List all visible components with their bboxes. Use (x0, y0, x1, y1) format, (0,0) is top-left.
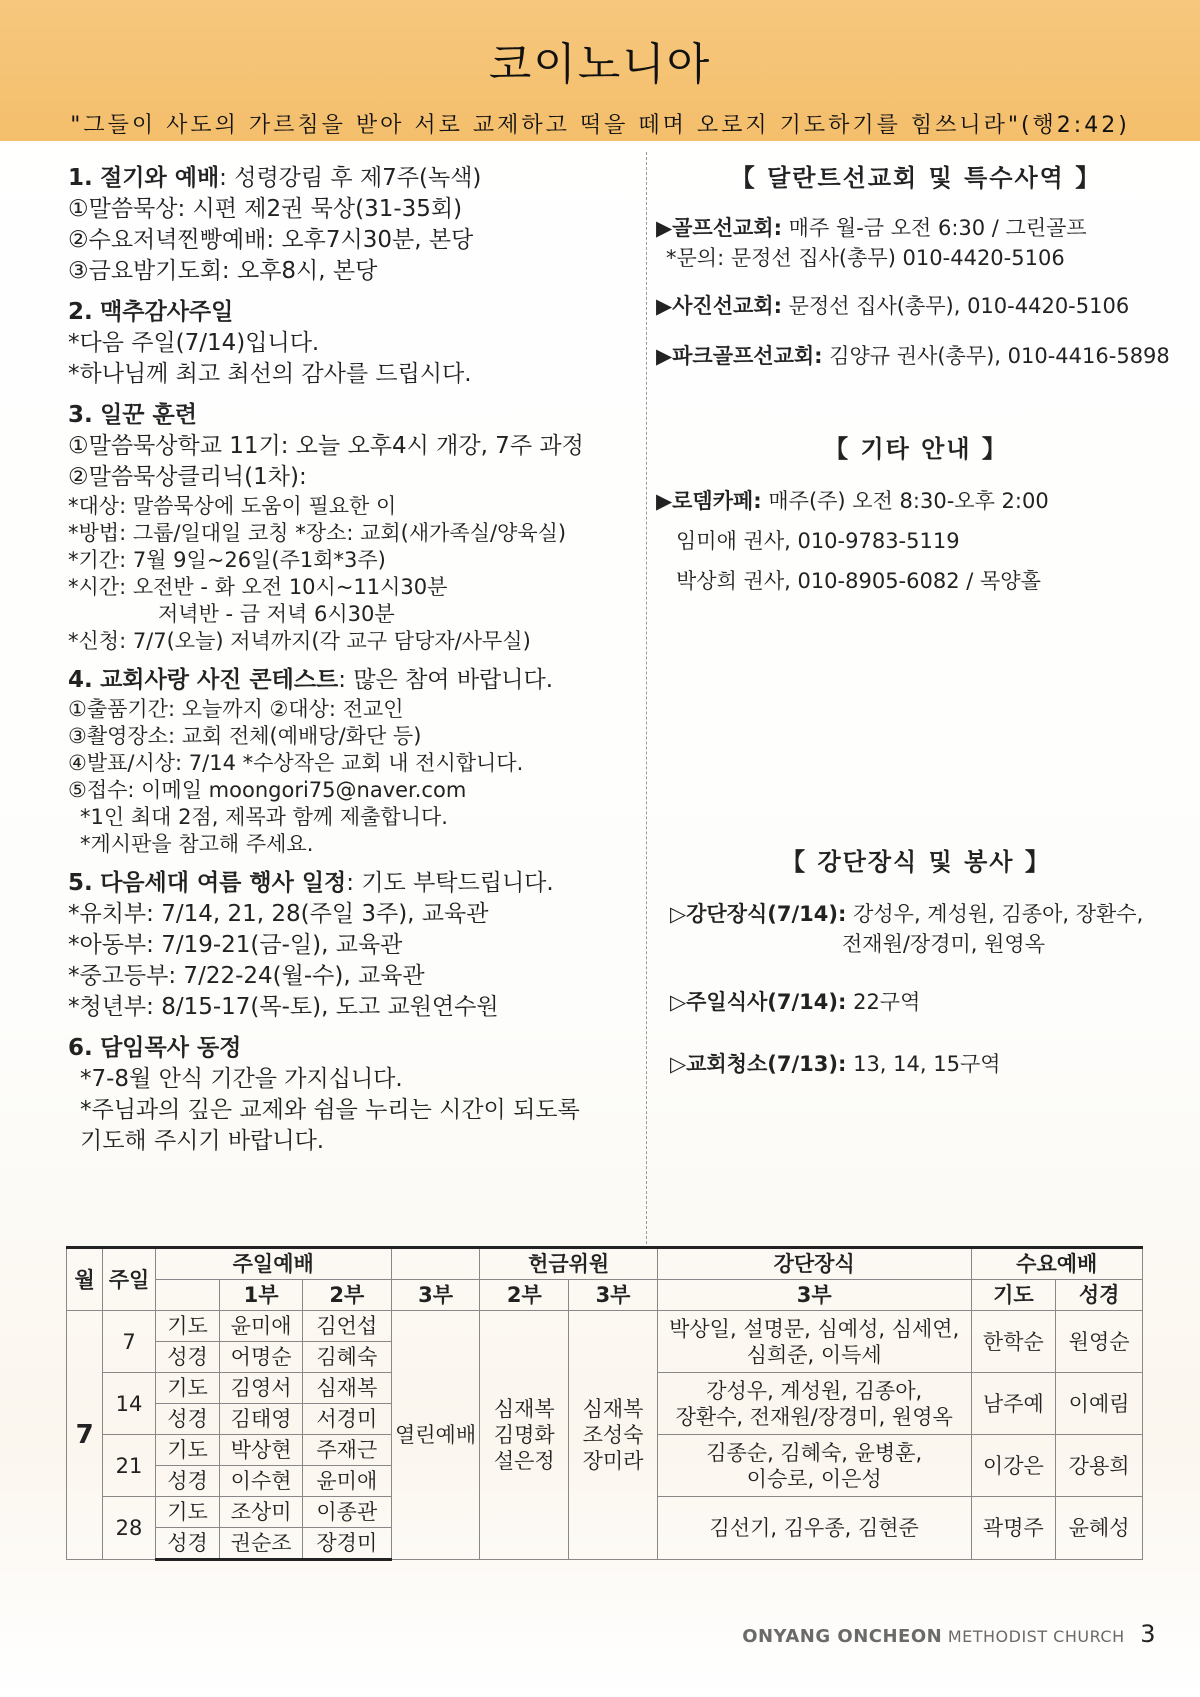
section-4-detail: ③촬영장소: 교회 전체(예배당/화단 등) (68, 724, 422, 748)
golf-ministry: ▶골프선교회: 매주 월-금 오전 6:30 / 그린골프 (656, 216, 1087, 240)
name-cell: 어명순 (220, 1342, 303, 1373)
section-3 (68, 400, 648, 655)
park-golf-ministry: ▶파크골프선교회: 김양규 권사(총무), 010-4416-5898 (656, 344, 1170, 368)
wed-pray-header: 기도 (971, 1280, 1056, 1311)
wed-scripture-header: 성경 (1056, 1280, 1143, 1311)
section-6-line: 기도해 주시기 바랍니다. (80, 1128, 325, 1154)
sunday-meal: ▷주일식사(7/14): 22구역 (670, 990, 921, 1014)
wed-pray-cell: 곽명주 (971, 1497, 1056, 1560)
page-number: 3 (1140, 1620, 1156, 1648)
name-cell: 김언섭 (302, 1311, 391, 1342)
section-4-detail: *1인 최대 2점, 제목과 함께 제출합니다. (80, 805, 448, 829)
name-cell: 윤미애 (302, 1466, 391, 1497)
altar-cell: 김선기, 김우종, 김현준 (657, 1497, 971, 1560)
altar-decoration-cont: 전재원/장경미, 원영옥 (842, 932, 1045, 956)
role-cell: 기도 (155, 1311, 220, 1342)
name-cell: 박상현 (220, 1435, 303, 1466)
section-4 (68, 665, 648, 858)
ministry-column (656, 158, 1176, 1079)
role-cell: 성경 (155, 1466, 220, 1497)
section-1-line: ②수요저녁찐빵예배: 오후7시30분, 본당 (68, 227, 474, 253)
section-3-line: ①말씀묵상학교 11기: 오늘 오후4시 개강, 7주 과정 (68, 433, 584, 459)
name-cell: 서경미 (302, 1404, 391, 1435)
section-2-line: *하나님께 최고 최선의 감사를 드립시다. (68, 361, 472, 387)
offering2-cell: 심재복 김명화 설은정 (480, 1311, 569, 1560)
role-cell: 성경 (155, 1528, 220, 1560)
month-cell: 7 (67, 1311, 103, 1560)
church-brand-tail: METHODIST CHURCH (947, 1627, 1125, 1646)
section-1 (68, 163, 648, 287)
offering3-header: 3부 (569, 1280, 658, 1311)
cafe-contact: 박상희 권사, 010-8905-6082 / 목양홀 (676, 569, 1041, 593)
blank-subheader (155, 1280, 220, 1311)
service1-header: 1부 (220, 1280, 303, 1311)
section-4-detail: ①출품기간: 오늘까지 ②대상: 전교인 (68, 697, 404, 721)
offering-header: 헌금위원 (480, 1248, 657, 1280)
section-2-line: *다음 주일(7/14)입니다. (68, 330, 320, 356)
section-3-detail: *시간: 오전반 - 화 오전 10시~11시30분 (68, 575, 448, 599)
week-header: 주일 (103, 1248, 155, 1311)
name-cell: 김영서 (220, 1373, 303, 1404)
wed-pray-cell: 한학순 (971, 1311, 1056, 1373)
role-cell: 기도 (155, 1435, 220, 1466)
name-cell: 윤미애 (220, 1311, 303, 1342)
section-4-detail: ④발표/시상: 7/14 *수상작은 교회 내 전시합니다. (68, 751, 524, 775)
section-4-title: 4. 교회사랑 사진 콘테스트: 많은 참여 바랍니다. (68, 667, 554, 693)
section-6-line: *7-8월 안식 기간을 가지십니다. (80, 1066, 403, 1092)
section-4-detail: *게시판을 참고해 주세요. (80, 832, 314, 856)
service3-cell: 열린예배 (391, 1311, 480, 1560)
section-1-line: ③금요밤기도회: 오후8시, 본당 (68, 258, 378, 284)
name-cell: 김혜숙 (302, 1342, 391, 1373)
altar-service-heading: 【 강단장식 및 봉사 】 (781, 848, 1051, 876)
role-cell: 성경 (155, 1342, 220, 1373)
name-cell: 권순조 (220, 1528, 303, 1560)
altar3-header: 3부 (657, 1280, 971, 1311)
other-info-heading: 【 기타 안내 】 (824, 435, 1008, 463)
section-5-line: *중고등부: 7/22-24(월-수), 교육관 (68, 963, 425, 989)
role-cell: 기도 (155, 1497, 220, 1528)
rodem-cafe: ▶로뎀카페: 매주(주) 오전 8:30-오후 2:00 (656, 489, 1049, 513)
section-1-line: ①말씀묵상: 시편 제2권 묵상(31-35회) (68, 196, 463, 222)
section-4-detail: ⑤접수: 이메일 moongori75@naver.com (68, 778, 467, 802)
section-2 (68, 297, 648, 390)
week-cell: 14 (103, 1373, 155, 1435)
altar-decoration: ▷강단장식(7/14): 강성우, 계성원, 김종아, 장환수, (670, 902, 1144, 926)
wed-pray-cell: 이강은 (971, 1435, 1056, 1497)
bible-verse: "그들이 사도의 가르침을 받아 서로 교제하고 떡을 떼며 오로지 기도하기를 힘쓰니라"(행2:42) (70, 113, 1130, 138)
role-cell: 성경 (155, 1404, 220, 1435)
name-cell: 이종관 (302, 1497, 391, 1528)
altar-cell: 강성우, 계성원, 김종아, 장환수, 전재원/장경미, 원영옥 (657, 1373, 971, 1435)
offering2-header: 2부 (480, 1280, 569, 1311)
week-cell: 7 (103, 1311, 155, 1373)
service-schedule-table (66, 1246, 1143, 1561)
role-cell: 기도 (155, 1373, 220, 1404)
wed-scripture-cell: 강용희 (1056, 1435, 1143, 1497)
section-3-title: 3. 일꾼 훈련 (68, 402, 197, 428)
name-cell: 심재복 (302, 1373, 391, 1404)
wed-pray-cell: 남주예 (971, 1373, 1056, 1435)
wed-scripture-cell: 윤혜성 (1056, 1497, 1143, 1560)
talent-ministry-heading: 【 달란트선교회 및 특수사역 】 (730, 164, 1102, 192)
church-brand: ONYANG ONCHEON (742, 1626, 943, 1647)
section-3-detail: 저녁반 - 금 저녁 6시30분 (158, 602, 395, 626)
announcements-column (68, 163, 648, 1167)
section-3-line: ②말씀묵상클리닉(1차): (68, 464, 307, 490)
header-banner (0, 0, 1200, 141)
service3-header: 3부 (391, 1280, 480, 1311)
week-cell: 28 (103, 1497, 155, 1560)
section-5-line: *청년부: 8/15-17(목-토), 도고 교원연수원 (68, 994, 499, 1020)
name-cell: 주재근 (302, 1435, 391, 1466)
section-6-title: 6. 담임목사 동정 (68, 1035, 242, 1061)
wednesday-header: 수요예배 (971, 1248, 1143, 1280)
wed-scripture-cell: 원영순 (1056, 1311, 1143, 1373)
church-cleaning: ▷교회청소(7/13): 13, 14, 15구역 (670, 1052, 1001, 1076)
name-cell: 장경미 (302, 1528, 391, 1560)
name-cell: 조상미 (220, 1497, 303, 1528)
section-5-line: *유치부: 7/14, 21, 28(주일 3주), 교육관 (68, 901, 489, 927)
name-cell: 김태영 (220, 1404, 303, 1435)
golf-contact: *문의: 문정선 집사(총무) 010-4420-5106 (666, 246, 1065, 270)
section-6-line: *주님과의 깊은 교제와 쉼을 누리는 시간이 되도록 (80, 1097, 580, 1123)
section-3-detail: *신청: 7/7(오늘) 저녁까지(각 교구 담당자/사무실) (68, 629, 531, 653)
cafe-contact: 임미애 권사, 010-9783-5119 (676, 529, 960, 553)
section-3-detail: *방법: 그룹/일대일 코칭 *장소: 교회(새가족실/양육실) (68, 521, 567, 545)
name-cell: 이수현 (220, 1466, 303, 1497)
photo-ministry: ▶사진선교회: 문정선 집사(총무), 010-4420-5106 (656, 294, 1130, 318)
section-5 (68, 868, 648, 1023)
altar-header: 강단장식 (657, 1248, 971, 1280)
section-5-line: *아동부: 7/19-21(금-일), 교육관 (68, 932, 403, 958)
month-header: 월 (67, 1248, 103, 1311)
offering3-cell: 심재복 조성숙 장미라 (569, 1311, 658, 1560)
footer (742, 1620, 1156, 1648)
altar-cell: 김종순, 김혜숙, 윤병훈, 이승로, 이은성 (657, 1435, 971, 1497)
page-title: 코이노니아 (488, 39, 712, 90)
section-1-title: 1. 절기와 예배: 성령강림 후 제7주(녹색) (68, 165, 482, 191)
section-6 (68, 1033, 648, 1157)
section-3-detail: *대상: 말씀묵상에 도움이 필요한 이 (68, 494, 397, 518)
wed-scripture-cell: 이예림 (1056, 1373, 1143, 1435)
sunday-service-header-cont (391, 1248, 480, 1280)
section-3-detail: *기간: 7월 9일~26일(주1회*3주) (68, 548, 386, 572)
sunday-service-header: 주일예배 (155, 1248, 391, 1280)
section-5-title: 5. 다음세대 여름 행사 일정: 기도 부탁드립니다. (68, 870, 554, 896)
section-2-title: 2. 맥추감사주일 (68, 299, 234, 325)
service2-header: 2부 (302, 1280, 391, 1311)
week-cell: 21 (103, 1435, 155, 1497)
altar-cell: 박상일, 설명문, 심예성, 심세연, 심희준, 이득세 (657, 1311, 971, 1373)
